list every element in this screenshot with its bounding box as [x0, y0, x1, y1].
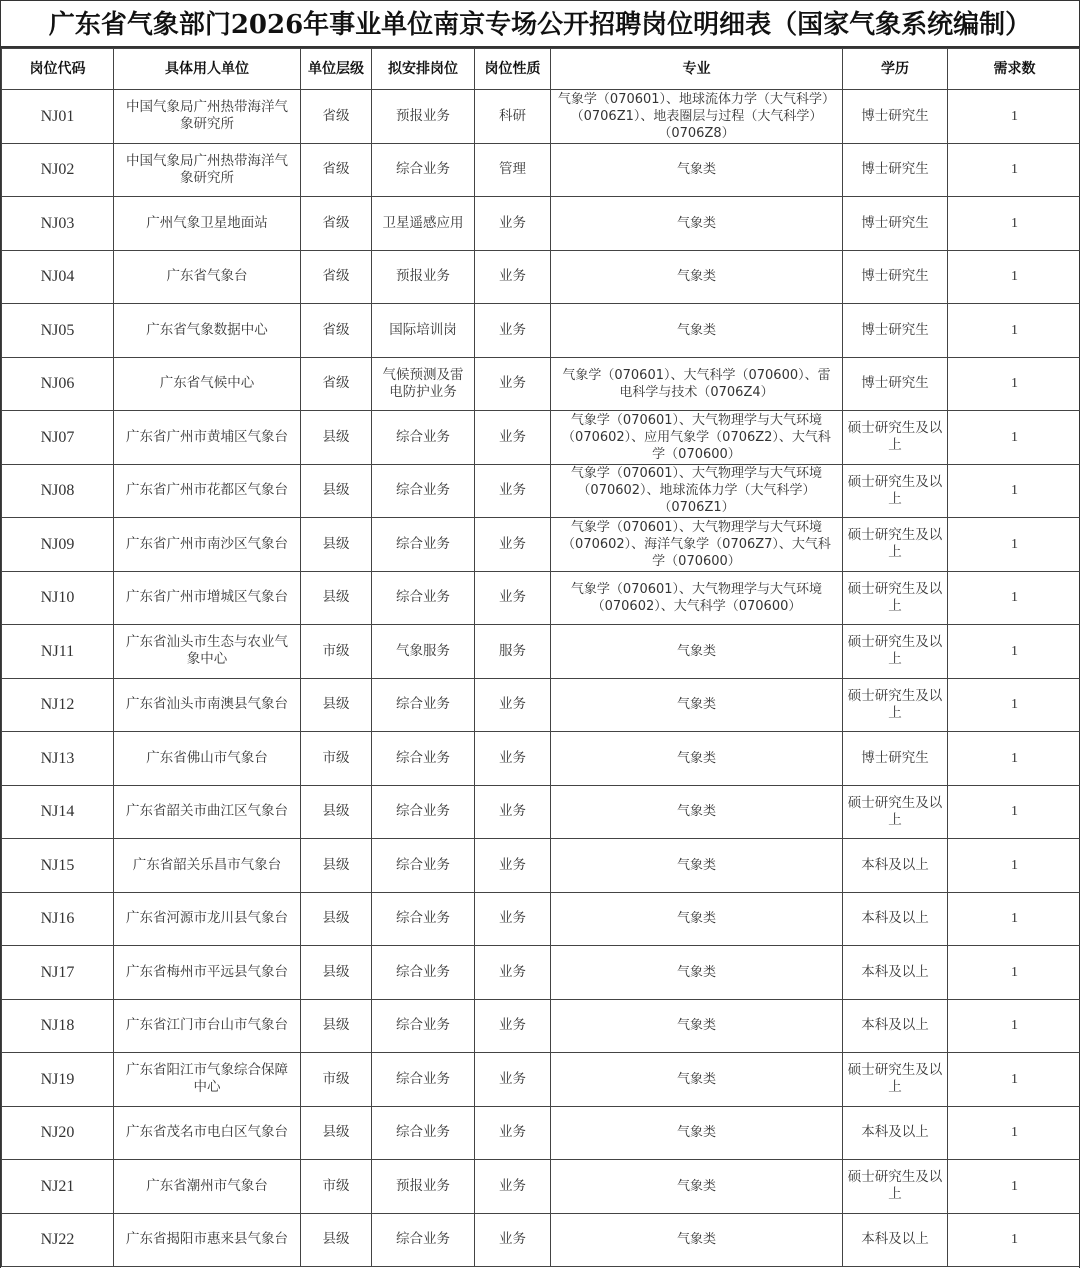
unit-level-cell: 县级 [301, 518, 372, 572]
planned-position-cell: 综合业务 [372, 839, 475, 893]
planned-position-cell: 综合业务 [372, 785, 475, 839]
headcount-cell: 1 [948, 464, 1080, 518]
position-nature-cell: 服务 [475, 625, 551, 679]
headcount-cell: 1 [948, 785, 1080, 839]
table-row [2, 678, 1080, 732]
planned-position-cell: 预报业务 [372, 1160, 475, 1214]
planned-position-cell: 气象服务 [372, 625, 475, 679]
headcount-cell: 1 [948, 1213, 1080, 1267]
major-cell: 气象类 [551, 946, 843, 1000]
headcount-cell: 1 [948, 357, 1080, 411]
table-row [2, 732, 1080, 786]
employer-unit-cell: 广东省广州市南沙区气象台 [114, 518, 301, 572]
employer-unit-cell: 广东省气候中心 [114, 357, 301, 411]
headcount-cell: 1 [948, 411, 1080, 465]
employer-unit-cell: 广东省阳江市气象综合保障中心 [114, 1053, 301, 1107]
table-row [2, 571, 1080, 625]
unit-level-cell: 市级 [301, 1160, 372, 1214]
position-code-cell: NJ14 [2, 785, 114, 839]
planned-position-cell: 综合业务 [372, 678, 475, 732]
table-row [2, 999, 1080, 1053]
planned-position-cell: 综合业务 [372, 411, 475, 465]
planned-position-cell: 综合业务 [372, 999, 475, 1053]
headcount-cell: 1 [948, 518, 1080, 572]
position-nature-cell: 业务 [475, 732, 551, 786]
position-nature-cell: 业务 [475, 250, 551, 304]
unit-level-cell: 省级 [301, 250, 372, 304]
major-cell: 气象类 [551, 250, 843, 304]
employer-unit-cell: 广州气象卫星地面站 [114, 197, 301, 251]
page-title: 广东省气象部门2026年事业单位南京专场公开招聘岗位明细表（国家气象系统编制） [1, 0, 1079, 48]
education-cell: 本科及以上 [843, 946, 948, 1000]
major-cell: 气象类 [551, 625, 843, 679]
header-unit-level: 单位层级 [301, 49, 372, 90]
unit-level-cell: 市级 [301, 625, 372, 679]
unit-level-cell: 省级 [301, 143, 372, 197]
position-nature-cell: 业务 [475, 197, 551, 251]
employer-unit-cell: 广东省揭阳市惠来县气象台 [114, 1213, 301, 1267]
headcount-cell: 1 [948, 625, 1080, 679]
education-cell: 硕士研究生及以上 [843, 464, 948, 518]
position-code-cell: NJ02 [2, 143, 114, 197]
major-cell: 气象类 [551, 1213, 843, 1267]
position-code-cell: NJ11 [2, 625, 114, 679]
unit-level-cell: 省级 [301, 357, 372, 411]
headcount-cell: 1 [948, 732, 1080, 786]
employer-unit-cell: 广东省潮州市气象台 [114, 1160, 301, 1214]
employer-unit-cell: 广东省广州市增城区气象台 [114, 571, 301, 625]
employer-unit-cell: 广东省韶关乐昌市气象台 [114, 839, 301, 893]
education-cell: 博士研究生 [843, 197, 948, 251]
employer-unit-cell: 广东省茂名市电白区气象台 [114, 1106, 301, 1160]
header-major: 专业 [551, 49, 843, 90]
headcount-cell: 1 [948, 946, 1080, 1000]
positions-table [1, 48, 1080, 1267]
education-cell: 硕士研究生及以上 [843, 785, 948, 839]
table-row [2, 518, 1080, 572]
position-nature-cell: 业务 [475, 411, 551, 465]
position-nature-cell: 业务 [475, 518, 551, 572]
position-code-cell: NJ07 [2, 411, 114, 465]
employer-unit-cell: 广东省佛山市气象台 [114, 732, 301, 786]
table-row [2, 839, 1080, 893]
education-cell: 本科及以上 [843, 839, 948, 893]
position-nature-cell: 业务 [475, 785, 551, 839]
table-row [2, 1053, 1080, 1107]
unit-level-cell: 县级 [301, 999, 372, 1053]
planned-position-cell: 国际培训岗 [372, 304, 475, 358]
table-row [2, 1106, 1080, 1160]
employer-unit-cell: 广东省广州市花都区气象台 [114, 464, 301, 518]
major-cell: 气象类 [551, 839, 843, 893]
headcount-cell: 1 [948, 304, 1080, 358]
header-education: 学历 [843, 49, 948, 90]
position-code-cell: NJ17 [2, 946, 114, 1000]
major-cell: 气象学（070601）、大气物理学与大气环境（070602）、应用气象学（0706Z2）、大气科学（070600） [551, 411, 843, 465]
position-nature-cell: 业务 [475, 304, 551, 358]
unit-level-cell: 县级 [301, 464, 372, 518]
unit-level-cell: 县级 [301, 946, 372, 1000]
table-row [2, 892, 1080, 946]
unit-level-cell: 市级 [301, 1053, 372, 1107]
planned-position-cell: 综合业务 [372, 732, 475, 786]
employer-unit-cell: 中国气象局广州热带海洋气象研究所 [114, 90, 301, 144]
planned-position-cell: 卫星遥感应用 [372, 197, 475, 251]
education-cell: 本科及以上 [843, 999, 948, 1053]
headcount-cell: 1 [948, 1106, 1080, 1160]
header-headcount: 需求数 [948, 49, 1080, 90]
position-code-cell: NJ10 [2, 571, 114, 625]
unit-level-cell: 省级 [301, 197, 372, 251]
header-position-nature: 岗位性质 [475, 49, 551, 90]
headcount-cell: 1 [948, 1053, 1080, 1107]
planned-position-cell: 综合业务 [372, 571, 475, 625]
major-cell: 气象类 [551, 732, 843, 786]
position-nature-cell: 业务 [475, 464, 551, 518]
unit-level-cell: 县级 [301, 411, 372, 465]
education-cell: 博士研究生 [843, 143, 948, 197]
table-row [2, 143, 1080, 197]
unit-level-cell: 省级 [301, 90, 372, 144]
planned-position-cell: 综合业务 [372, 1053, 475, 1107]
major-cell: 气象类 [551, 1106, 843, 1160]
position-code-cell: NJ22 [2, 1213, 114, 1267]
major-cell: 气象学（070601）、大气物理学与大气环境（070602）、海洋气象学（0706Z7）、大气科学（070600） [551, 518, 843, 572]
position-code-cell: NJ18 [2, 999, 114, 1053]
position-nature-cell: 业务 [475, 1213, 551, 1267]
position-nature-cell: 科研 [475, 90, 551, 144]
headcount-cell: 1 [948, 678, 1080, 732]
major-cell: 气象学（070601）、地球流体力学（大气科学）（0706Z1）、地表圈层与过程（大气科学）（0706Z8） [551, 90, 843, 144]
position-nature-cell: 业务 [475, 999, 551, 1053]
header-position-code: 岗位代码 [2, 49, 114, 90]
major-cell: 气象学（070601）、大气物理学与大气环境（070602）、大气科学（070600） [551, 571, 843, 625]
education-cell: 硕士研究生及以上 [843, 571, 948, 625]
major-cell: 气象类 [551, 892, 843, 946]
position-nature-cell: 业务 [475, 946, 551, 1000]
position-code-cell: NJ08 [2, 464, 114, 518]
unit-level-cell: 县级 [301, 678, 372, 732]
employer-unit-cell: 广东省气象数据中心 [114, 304, 301, 358]
major-cell: 气象学（070601）、大气物理学与大气环境（070602）、地球流体力学（大气科学）（0706Z1） [551, 464, 843, 518]
unit-level-cell: 县级 [301, 839, 372, 893]
education-cell: 博士研究生 [843, 250, 948, 304]
headcount-cell: 1 [948, 1160, 1080, 1214]
table-row [2, 250, 1080, 304]
major-cell: 气象类 [551, 1160, 843, 1214]
headcount-cell: 1 [948, 197, 1080, 251]
employer-unit-cell: 广东省气象台 [114, 250, 301, 304]
table-row [2, 1213, 1080, 1267]
planned-position-cell: 预报业务 [372, 90, 475, 144]
headcount-cell: 1 [948, 571, 1080, 625]
table-row [2, 1160, 1080, 1214]
unit-level-cell: 县级 [301, 571, 372, 625]
position-nature-cell: 业务 [475, 1106, 551, 1160]
header-employer-unit: 具体用人单位 [114, 49, 301, 90]
headcount-cell: 1 [948, 999, 1080, 1053]
table-body [2, 90, 1080, 1267]
education-cell: 硕士研究生及以上 [843, 1160, 948, 1214]
position-code-cell: NJ21 [2, 1160, 114, 1214]
education-cell: 硕士研究生及以上 [843, 411, 948, 465]
planned-position-cell: 综合业务 [372, 143, 475, 197]
planned-position-cell: 综合业务 [372, 1106, 475, 1160]
table-row [2, 357, 1080, 411]
position-nature-cell: 业务 [475, 571, 551, 625]
employer-unit-cell: 广东省汕头市生态与农业气象中心 [114, 625, 301, 679]
employer-unit-cell: 广东省韶关市曲江区气象台 [114, 785, 301, 839]
position-code-cell: NJ12 [2, 678, 114, 732]
table-row [2, 411, 1080, 465]
header-planned-position: 拟安排岗位 [372, 49, 475, 90]
planned-position-cell: 综合业务 [372, 946, 475, 1000]
education-cell: 硕士研究生及以上 [843, 678, 948, 732]
position-nature-cell: 业务 [475, 678, 551, 732]
education-cell: 本科及以上 [843, 1213, 948, 1267]
headcount-cell: 1 [948, 839, 1080, 893]
unit-level-cell: 省级 [301, 304, 372, 358]
employer-unit-cell: 中国气象局广州热带海洋气象研究所 [114, 143, 301, 197]
planned-position-cell: 综合业务 [372, 518, 475, 572]
education-cell: 硕士研究生及以上 [843, 1053, 948, 1107]
education-cell: 博士研究生 [843, 90, 948, 144]
position-nature-cell: 业务 [475, 892, 551, 946]
position-code-cell: NJ13 [2, 732, 114, 786]
position-code-cell: NJ03 [2, 197, 114, 251]
headcount-cell: 1 [948, 892, 1080, 946]
position-code-cell: NJ16 [2, 892, 114, 946]
planned-position-cell: 综合业务 [372, 892, 475, 946]
table-header-row [2, 49, 1080, 90]
position-code-cell: NJ19 [2, 1053, 114, 1107]
unit-level-cell: 县级 [301, 785, 372, 839]
education-cell: 本科及以上 [843, 892, 948, 946]
position-nature-cell: 管理 [475, 143, 551, 197]
major-cell: 气象类 [551, 785, 843, 839]
unit-level-cell: 市级 [301, 732, 372, 786]
major-cell: 气象类 [551, 678, 843, 732]
headcount-cell: 1 [948, 250, 1080, 304]
employer-unit-cell: 广东省广州市黄埔区气象台 [114, 411, 301, 465]
position-code-cell: NJ05 [2, 304, 114, 358]
employer-unit-cell: 广东省江门市台山市气象台 [114, 999, 301, 1053]
major-cell: 气象类 [551, 143, 843, 197]
major-cell: 气象学（070601）、大气科学（070600）、雷电科学与技术（0706Z4） [551, 357, 843, 411]
position-code-cell: NJ04 [2, 250, 114, 304]
education-cell: 博士研究生 [843, 357, 948, 411]
position-nature-cell: 业务 [475, 1160, 551, 1214]
position-nature-cell: 业务 [475, 839, 551, 893]
planned-position-cell: 气候预测及雷电防护业务 [372, 357, 475, 411]
position-code-cell: NJ20 [2, 1106, 114, 1160]
position-code-cell: NJ01 [2, 90, 114, 144]
table-row [2, 197, 1080, 251]
table-row [2, 785, 1080, 839]
table-row [2, 464, 1080, 518]
table-row [2, 90, 1080, 144]
unit-level-cell: 县级 [301, 892, 372, 946]
unit-level-cell: 县级 [301, 1106, 372, 1160]
major-cell: 气象类 [551, 999, 843, 1053]
planned-position-cell: 综合业务 [372, 1213, 475, 1267]
education-cell: 博士研究生 [843, 304, 948, 358]
employer-unit-cell: 广东省梅州市平远县气象台 [114, 946, 301, 1000]
position-code-cell: NJ15 [2, 839, 114, 893]
position-code-cell: NJ06 [2, 357, 114, 411]
major-cell: 气象类 [551, 1053, 843, 1107]
position-nature-cell: 业务 [475, 357, 551, 411]
employer-unit-cell: 广东省河源市龙川县气象台 [114, 892, 301, 946]
education-cell: 本科及以上 [843, 1106, 948, 1160]
education-cell: 硕士研究生及以上 [843, 518, 948, 572]
headcount-cell: 1 [948, 143, 1080, 197]
table-row [2, 625, 1080, 679]
table-row [2, 304, 1080, 358]
planned-position-cell: 综合业务 [372, 464, 475, 518]
position-nature-cell: 业务 [475, 1053, 551, 1107]
major-cell: 气象类 [551, 197, 843, 251]
major-cell: 气象类 [551, 304, 843, 358]
position-code-cell: NJ09 [2, 518, 114, 572]
education-cell: 硕士研究生及以上 [843, 625, 948, 679]
employer-unit-cell: 广东省汕头市南澳县气象台 [114, 678, 301, 732]
education-cell: 博士研究生 [843, 732, 948, 786]
table-row [2, 946, 1080, 1000]
planned-position-cell: 预报业务 [372, 250, 475, 304]
headcount-cell: 1 [948, 90, 1080, 144]
unit-level-cell: 县级 [301, 1213, 372, 1267]
